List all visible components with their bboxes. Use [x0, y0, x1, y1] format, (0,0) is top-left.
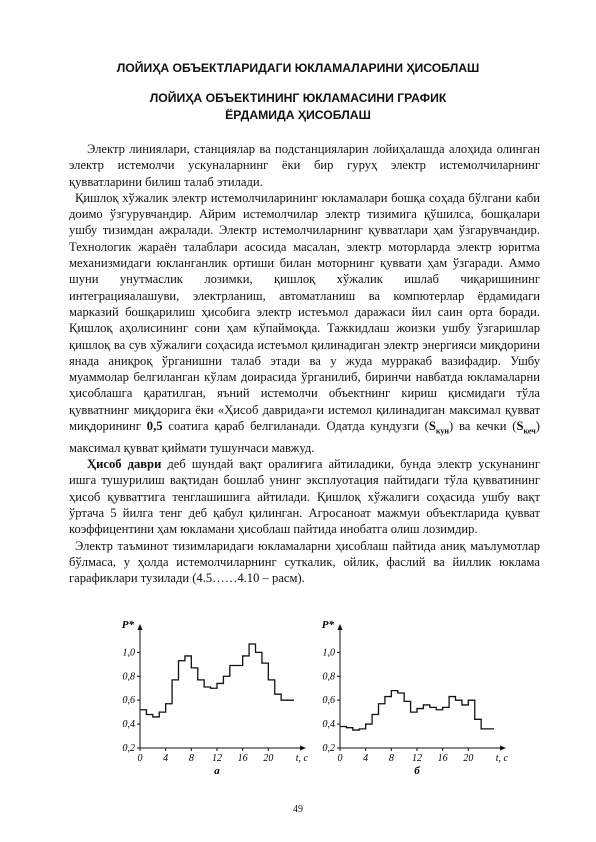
s-kun-symbol: $S_{кун}$ [428, 419, 449, 436]
paragraph-2 [69, 190, 540, 456]
y-tick-label: 0,2 [122, 743, 135, 754]
x-tick-label: 0 [337, 753, 343, 764]
load-graph-b-svg [308, 620, 506, 790]
paragraph-2-text-d: ) максимал қувват қиймати тушунчаси мавжуд. [69, 419, 540, 455]
body-text [69, 141, 540, 587]
y-tick-label: 1,0 [322, 647, 335, 659]
paragraph-1: Электр линиялари, станциялар ва подстанцияларин лойиҳалашда алоҳида олинган электр истемолчи ускуналарнинг ёки бир гуруҳ электр истемолчиларнинг қувватларини билиш талаб этилади. [69, 142, 540, 189]
x-tick-label: 8 [388, 753, 394, 764]
section-title: ЛОЙИҲА ОБЪЕКТЛАРИДАГИ ЮКЛАМАЛАРИНИ ҲИСОБЛАШ [116, 61, 480, 75]
subsection-title-line-2: ЁРДАМИДА ҲИСОБЛАШ [225, 108, 371, 122]
x-axis-arrow [500, 746, 506, 751]
y-tick-label: 1,0 [122, 647, 135, 659]
x-axis-title: t, c [495, 753, 508, 764]
load-graphs-figure [108, 620, 508, 790]
y-axis-title: P* [121, 619, 134, 631]
subsection-title [70, 90, 526, 124]
paragraph-4: Электр таъминот тизимларидаги юкламаларни ҳисоблаш пайтида аниқ маълумотлар бўлмаса, у ҳолда истемолчиларнинг суткалик, ойлик, фаслий ва йиллик юклама гарафиклари тузилади (4.5……4.10 – расм). [69, 538, 540, 586]
load-graph-a [108, 620, 306, 795]
y-tick-label: 0,4 [322, 719, 335, 731]
x-tick-label: 8 [188, 753, 194, 764]
y-tick-label: 0,2 [322, 743, 335, 754]
y-tick-label: 0,8 [322, 671, 335, 683]
paragraph-3 [69, 456, 540, 537]
load-step-line [140, 644, 294, 717]
paragraph-3-text: деб шундай вақт оралиғига айтиладики, бунда электр ускунанинг ишга тушурилиш вақтидан бошлаб унинг эксплуотация пайтидаги тўла қувватининг ҳисоб қувваттига тенглашишига айтилади. Қишлоқ хўжалиги соҳасида ушбу вақт ўртача 5 йилга тенг деб қабул қилинган. Агросаноат мажмуи объектларида қувват коэффицентини ҳам юкламани ҳисоблаш пайтида инобатга олиш лозимдир. [69, 457, 540, 537]
load-graph-b [308, 620, 506, 795]
load-step-line [340, 691, 494, 730]
page-number: 49 [293, 804, 303, 815]
x-tick-label: 20 [463, 753, 474, 764]
subfigure-label: а [214, 765, 220, 777]
s-kech-symbol: $S_{кеч}$ [516, 419, 536, 436]
y-tick-label: 0,4 [122, 719, 135, 731]
y-axis-arrow [338, 624, 343, 630]
term-hisob-davri: Ҳисоб даври [87, 457, 162, 472]
y-tick-label: 0,6 [322, 695, 335, 707]
paragraph-2-text-c: ) ва кечки ( [448, 419, 517, 434]
x-tick-label: 4 [363, 753, 369, 764]
x-tick-label: 12 [412, 753, 422, 764]
y-axis-title: P* [321, 619, 334, 631]
x-axis-arrow [300, 746, 306, 751]
y-tick-label: 0,8 [122, 671, 135, 683]
x-tick-label: 12 [212, 753, 222, 764]
paragraph-2-bold-value: 0,5 [146, 419, 163, 434]
x-tick-label: 4 [163, 753, 169, 764]
load-graph-a-svg [108, 620, 306, 790]
x-axis-title: t, c [295, 753, 308, 764]
x-tick-label: 0 [137, 753, 143, 764]
y-tick-label: 0,6 [122, 695, 135, 707]
x-tick-label: 20 [263, 753, 274, 764]
x-tick-label: 16 [437, 753, 448, 764]
y-axis-arrow [138, 624, 143, 630]
subfigure-label: б [414, 765, 420, 777]
paragraph-2-text: Қишлоқ хўжалик электр истемолчиларининг юкламалари бошқа соҳада бўлгани каби доимо ўзгурувчандир. Айрим истемолчилар электр тизимига қўшилса, бошқалари ушбу тизимдан ажралади. Электр истемолчиларнинг қувватлари ҳам ўзгарувчандир. Технологик жараён талаблари асосида масалан, электр моторларда электр юритма механизмидаги юкланганлик ортиши билан моторнинг қуввати ҳам ўзгаради. Аммо шуни унутмаслик лозимки, қишлоқ хўжалик ишлаб чиқаришининг интеграцияалашуви, электрланиш, автоматланиш ва компютерлар ёрдамидаги марказий бошқарилиш ҳисобига электр истеъмол даражаси йил саин орта боради. Қишлоқ аҳолисининг сони ҳам кўпаймоқда. Тажкидлаш жоизки ушбу ўзгаришлар қишлоқ ва сув хўжалиги соҳасида истеъмол қилинадиган электр энергияси миқдорини янада аниқроқ ўрганишни талаб этади ва у жуда мурракаб вазифадир. Ушбу муаммолар белгиланган кўлам доирасида ўрганилиб, биринчи навбатда юкламаларни ҳисоблашга қаратилган, яъний истемолчи объектнинг кириш қисмидаги тўла қувватнинг миқдорига ёки «Ҳисоб даврида»ги истемол қилинадиган максимал қувват миқдорининг [69, 190, 540, 434]
subsection-title-line-1: ЛОЙИҲА ОБЪЕКТИНИНГ ЮКЛАМАСИНИ ГРАФИК [149, 91, 447, 105]
paragraph-2-text-b: соатига қараб белгиланади. Одатда кундузги ( [168, 419, 429, 434]
x-tick-label: 16 [237, 753, 248, 764]
